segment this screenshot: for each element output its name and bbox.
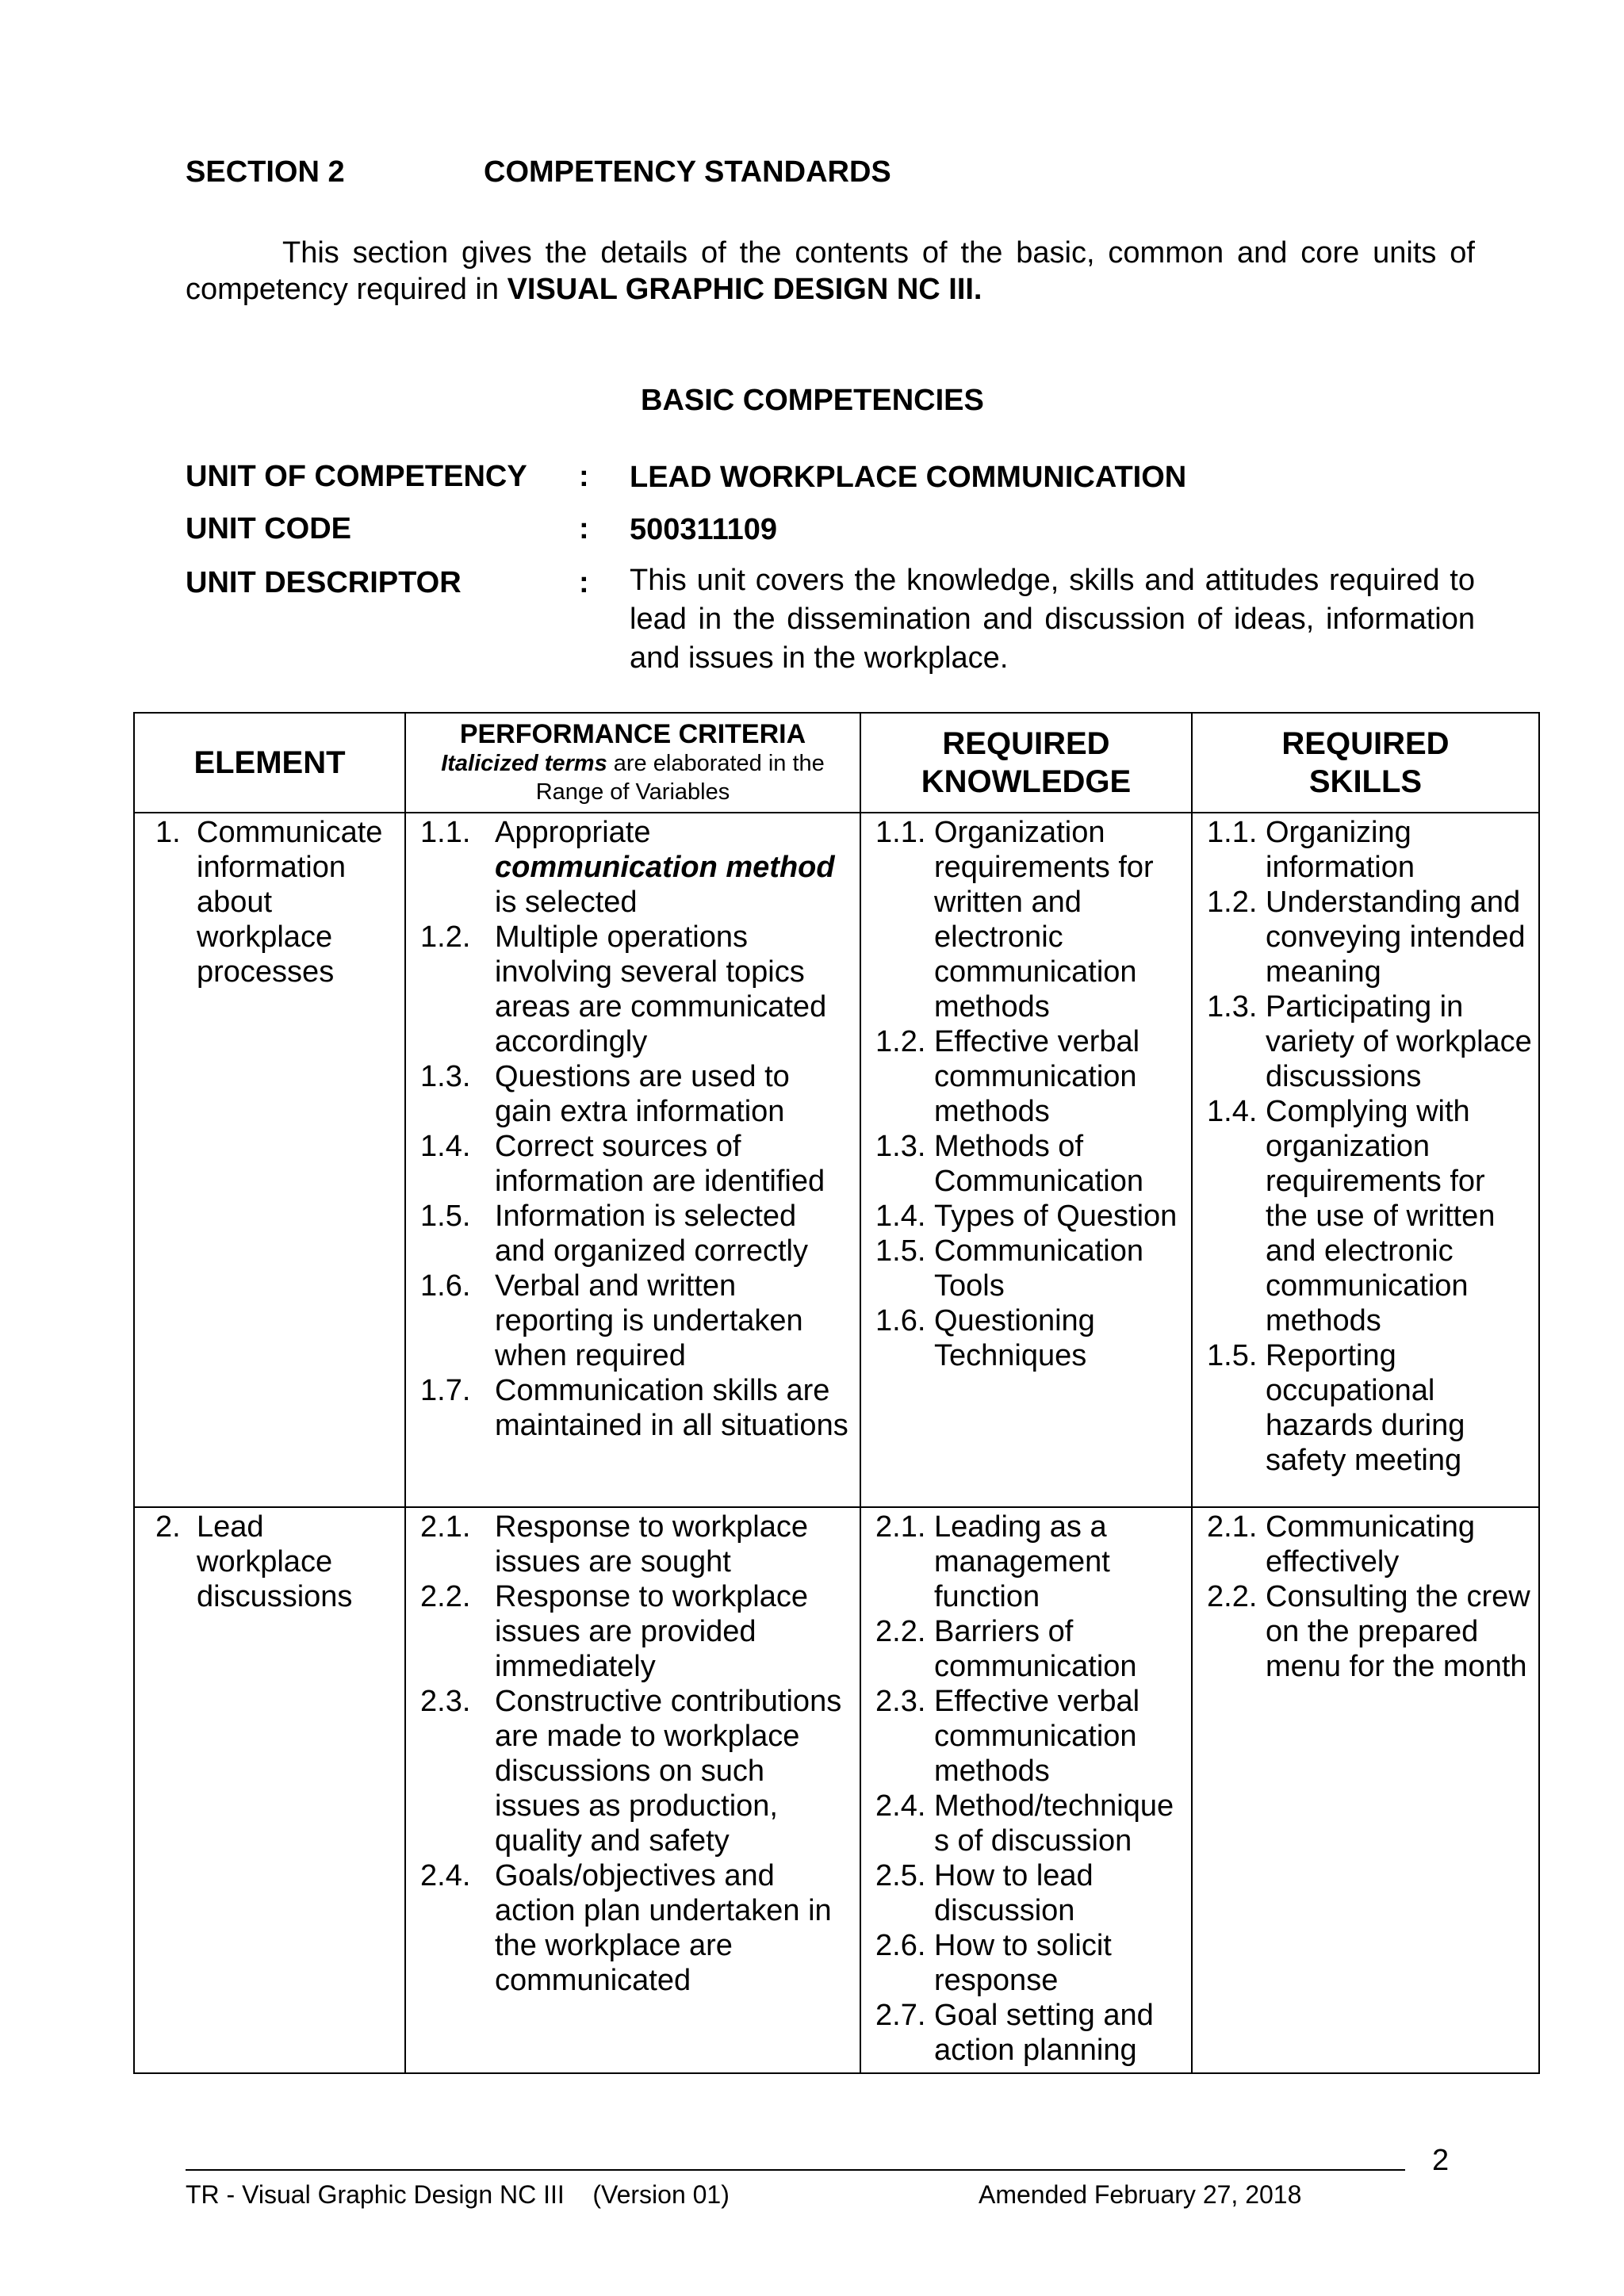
performance-criteria-item [406, 1858, 860, 1998]
item-text [1266, 1510, 1532, 1579]
item-number: 1.2. [875, 1025, 926, 1058]
required-knowledge-item [861, 1129, 1191, 1199]
required-knowledge-item [861, 1998, 1191, 2068]
item-number: 1.1. [875, 816, 926, 849]
unit-of-competency-value: LEAD WORKPLACE COMMUNICATION [630, 461, 1187, 494]
performance-criteria-item [406, 1510, 860, 1579]
required-knowledge-item [861, 815, 1191, 1024]
item-text-part: Complying with organization requirements for the use of written and electronic communication methods [1266, 1095, 1496, 1337]
unit-descriptor-value: This unit covers the knowledge, skills and attitudes required to lead in the dissemination and discussion of ideas, information and issues in the workplace. [630, 564, 1475, 675]
item-text-part: Verbal and written reporting is undertaken when required [495, 1269, 803, 1372]
required-knowledge-item [861, 1858, 1191, 1928]
item-text [495, 1858, 853, 1998]
performance-criteria-item [406, 1129, 860, 1199]
item-number: 1.4. [875, 1200, 926, 1233]
required-knowledge-item [861, 1234, 1191, 1303]
performance-criteria-cell [405, 1507, 860, 2073]
element-cell [134, 813, 405, 1507]
item-number: 1.3. [420, 1060, 471, 1093]
required-knowledge-item [861, 1684, 1191, 1789]
item-number: 1.2. [1207, 886, 1258, 919]
item-number: 2.3. [420, 1685, 471, 1718]
item-text [495, 1059, 853, 1129]
table-row [134, 1507, 1539, 2073]
item-number: 2.2. [1207, 1580, 1258, 1613]
required-knowledge-cell [860, 1507, 1192, 2073]
element-number: 1. [155, 816, 181, 849]
performance-criteria-item [406, 1684, 860, 1858]
performance-criteria-item [406, 1373, 860, 1443]
item-text-part: Types of Question [934, 1200, 1178, 1233]
required-skills-item [1193, 1579, 1538, 1684]
item-text-part: Organization requirements for written and electronic communication methods [934, 816, 1154, 1024]
item-text-part: Response to workplace issues are provided immediately [495, 1580, 808, 1683]
required-knowledge-cell [860, 813, 1192, 1507]
item-number: 2.7. [875, 1999, 926, 2032]
item-text-part: Goals/objectives and action plan undertaken in the workplace are communicated [495, 1859, 832, 1997]
item-text [934, 1614, 1185, 1684]
item-text [934, 1303, 1185, 1373]
item-text [495, 1684, 853, 1858]
item-text-part: Participating in variety of workplace discussions [1266, 990, 1532, 1093]
item-text-part: Goal setting and action planning [934, 1999, 1154, 2067]
item-text [495, 920, 853, 1059]
performance-criteria-item [406, 1269, 860, 1373]
required-skills-cell [1192, 813, 1539, 1507]
colon: : [579, 512, 589, 545]
item-text [934, 1789, 1185, 1858]
item-text [1266, 989, 1532, 1094]
item-text [495, 1579, 853, 1684]
pc-subtitle: Italicized terms are elaborated in the Range of Variables [441, 751, 825, 805]
item-text [934, 1024, 1185, 1129]
unit-of-competency-label: UNIT OF COMPETENCY [186, 460, 527, 493]
required-skills-item [1193, 885, 1538, 989]
performance-criteria-item [406, 815, 860, 920]
item-text [934, 1234, 1185, 1303]
item-number: 1.5. [875, 1234, 926, 1268]
item-number: 1.2. [420, 920, 471, 954]
performance-criteria-item [406, 1579, 860, 1684]
required-knowledge-item [861, 1789, 1191, 1858]
required-knowledge-item [861, 1199, 1191, 1234]
item-text [934, 1510, 1185, 1614]
item-text [495, 1129, 853, 1199]
performance-criteria-item [406, 1059, 860, 1129]
intro-paragraph [186, 235, 1475, 308]
item-text-part: Effective verbal communication methods [934, 1685, 1140, 1788]
unit-code-value: 500311109 [630, 513, 778, 546]
required-skills-item [1193, 989, 1538, 1094]
item-text [934, 1684, 1185, 1789]
item-number: 1.3. [1207, 990, 1258, 1024]
item-text-part: Method/technique s of discussion [934, 1789, 1174, 1858]
item-text-part: Communicating effectively [1266, 1510, 1475, 1578]
performance-criteria-item [406, 920, 860, 1059]
item-number: 2.2. [420, 1580, 471, 1613]
required-knowledge-item [861, 1614, 1191, 1684]
item-text [1266, 1094, 1532, 1338]
item-text-part: Consulting the crew on the prepared menu for the month [1266, 1580, 1530, 1683]
item-text-part: Communication skills are maintained in all situations [495, 1374, 848, 1442]
item-number: 2.1. [1207, 1510, 1258, 1544]
item-number: 2.6. [875, 1929, 926, 1962]
competency-table [133, 712, 1540, 2074]
pc-title: PERFORMANCE CRITERIA [459, 719, 806, 749]
item-text [934, 1199, 1185, 1234]
item-text [934, 1998, 1185, 2068]
item-text-part: Effective verbal communication methods [934, 1025, 1140, 1128]
item-text-part: is selected [495, 886, 638, 919]
item-text [495, 815, 853, 920]
item-text [495, 1199, 853, 1269]
item-text-part: Multiple operations involving several topics areas are communicated accordingly [495, 920, 827, 1058]
table-row [134, 813, 1539, 1507]
item-text-part: Questions are used to gain extra information [495, 1060, 790, 1128]
item-text-part: Response to workplace issues are sought [495, 1510, 808, 1578]
item-number: 2.2. [875, 1615, 926, 1648]
item-text [934, 1129, 1185, 1199]
header-required-skills: REQUIRED SKILLS [1192, 713, 1539, 813]
basic-competencies-heading: BASIC COMPETENCIES [641, 384, 984, 417]
item-text [1266, 1338, 1532, 1478]
item-number: 2.3. [875, 1685, 926, 1718]
required-skills-item [1193, 1510, 1538, 1579]
range-term: communication method [495, 851, 835, 884]
item-text [934, 1928, 1185, 1998]
item-text-part: Questioning Techniques [934, 1304, 1095, 1372]
item-text-part: How to lead discussion [934, 1859, 1094, 1927]
item-text-part: Understanding and conveying intended meaning [1266, 886, 1526, 989]
item-text-part: Methods of Communication [934, 1130, 1143, 1198]
qualification-name: VISUAL GRAPHIC DESIGN NC III. [507, 273, 982, 306]
item-number: 2.4. [420, 1859, 471, 1892]
required-knowledge-item [861, 1510, 1191, 1614]
item-number: 1.4. [1207, 1095, 1258, 1128]
header-element: ELEMENT [134, 713, 405, 813]
required-skills-item [1193, 815, 1538, 885]
item-number: 1.5. [420, 1200, 471, 1233]
table-header-row [134, 713, 1539, 813]
colon: : [579, 566, 589, 599]
required-skills-item [1193, 1338, 1538, 1478]
required-knowledge-item [861, 1928, 1191, 1998]
item-text [495, 1269, 853, 1373]
item-number: 1.6. [875, 1304, 926, 1337]
required-knowledge-item [861, 1024, 1191, 1129]
footer-document-title: TR - Visual Graphic Design NC III (Version 01) [186, 2180, 730, 2209]
page-number: 2 [1432, 2144, 1450, 2177]
unit-code-label: UNIT CODE [186, 512, 351, 545]
required-skills-cell [1192, 1507, 1539, 2073]
item-text-part: Organizing information [1266, 816, 1415, 884]
item-number: 2.5. [875, 1859, 926, 1892]
item-number: 2.4. [875, 1789, 926, 1823]
item-number: 1.1. [420, 816, 471, 849]
intro-text: This section gives the details of the contents of the basic, common and core units of competency required in [186, 236, 1475, 306]
item-text [1266, 815, 1532, 885]
item-text [495, 1510, 853, 1579]
item-text-part: Correct sources of information are identified [495, 1130, 825, 1198]
element-text: Communicate information about workplace processes [197, 816, 383, 989]
performance-criteria-item [406, 1199, 860, 1269]
colon: : [579, 460, 589, 493]
item-text [495, 1373, 853, 1443]
item-text-part: Communication Tools [934, 1234, 1143, 1303]
element-text: Lead workplace discussions [197, 1510, 353, 1613]
item-text [934, 1858, 1185, 1928]
item-number: 1.6. [420, 1269, 471, 1303]
item-number: 1.5. [1207, 1339, 1258, 1372]
item-number: 1.7. [420, 1374, 471, 1407]
required-knowledge-item [861, 1303, 1191, 1373]
section-number: SECTION 2 [186, 155, 345, 189]
item-text-part: Constructive contributions are made to workplace discussions on such issues as production, quality and safety [495, 1685, 842, 1858]
performance-criteria-cell [405, 813, 860, 1507]
header-required-knowledge: REQUIRED KNOWLEDGE [860, 713, 1192, 813]
item-text-part: How to solicit response [934, 1929, 1112, 1997]
item-number: 1.3. [875, 1130, 926, 1163]
footer-rule [186, 2169, 1405, 2171]
item-text [934, 815, 1185, 1024]
item-text [1266, 885, 1532, 989]
element-cell [134, 1507, 405, 2073]
item-number: 1.1. [1207, 816, 1258, 849]
item-text-part: Reporting occupational hazards during safety meeting [1266, 1339, 1465, 1477]
unit-descriptor-label: UNIT DESCRIPTOR [186, 566, 462, 599]
item-text-part: Information is selected and organized correctly [495, 1200, 808, 1268]
footer-amended-date: Amended February 27, 2018 [979, 2180, 1302, 2209]
element-number: 2. [155, 1510, 181, 1544]
required-skills-item [1193, 1094, 1538, 1338]
item-text [1266, 1579, 1532, 1684]
item-text-part: Appropriate [495, 816, 651, 849]
header-performance-criteria [405, 713, 860, 813]
item-number: 1.4. [420, 1130, 471, 1163]
section-title: COMPETENCY STANDARDS [484, 155, 891, 189]
item-number: 2.1. [875, 1510, 926, 1544]
item-text-part: Barriers of communication [934, 1615, 1137, 1683]
item-number: 2.1. [420, 1510, 471, 1544]
item-text-part: Leading as a management function [934, 1510, 1110, 1613]
section-heading [186, 155, 891, 189]
